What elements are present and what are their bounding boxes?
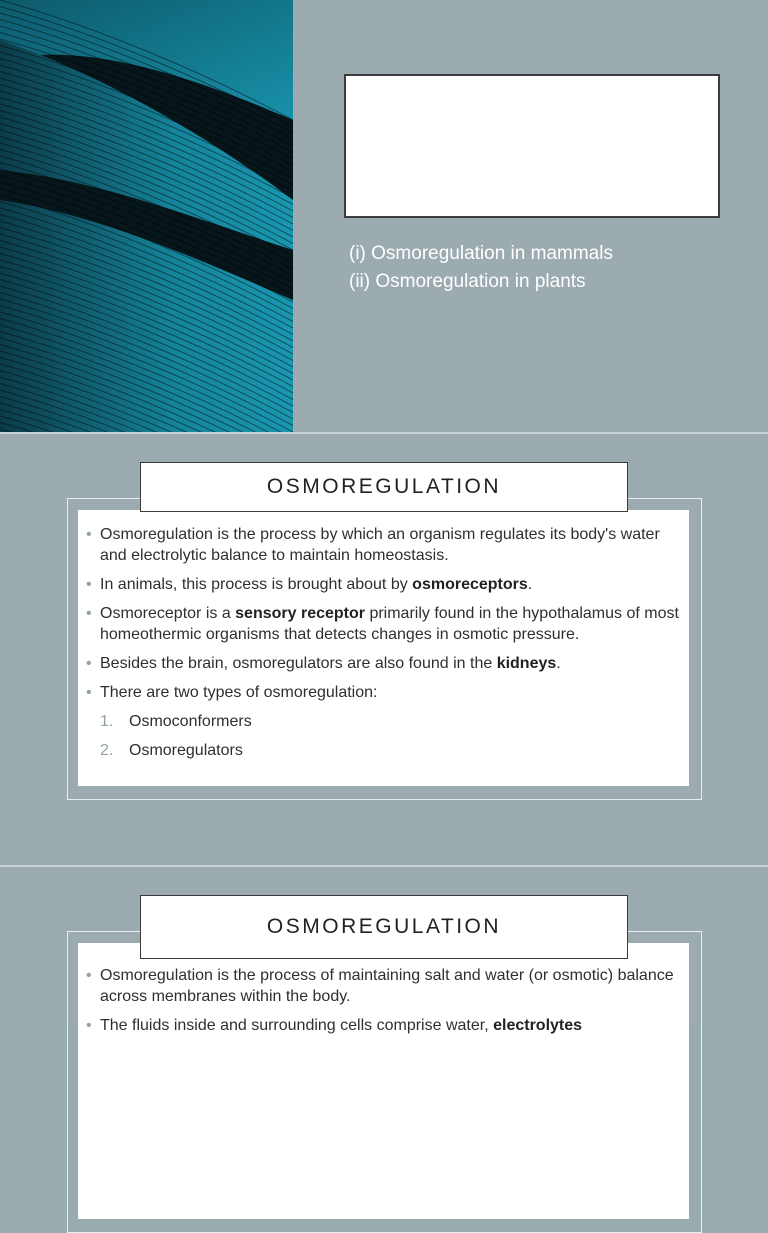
- item-text: Osmoconformers: [129, 713, 252, 730]
- bullet-text: Osmoregulation is the process of maintaining salt and water (or osmotic) balance across membranes within the body.: [100, 967, 674, 1005]
- content-panel: [78, 510, 689, 786]
- bullet-text: .: [527, 576, 533, 593]
- slide-heading: OSMOREGULATION: [140, 462, 628, 512]
- bold-term: sensory receptor: [235, 605, 365, 622]
- bullet-text: primarily found in the hypothalamus of most homeothermic organisms that detects changes in osmotic pressure.: [100, 605, 679, 643]
- bullet-text: .: [556, 655, 561, 672]
- bullet-icon: •: [86, 526, 92, 543]
- bullet-item: [78, 682, 689, 703]
- osmoregulation-slide: [0, 434, 768, 865]
- bullet-item: [78, 1015, 689, 1036]
- bullet-icon: •: [86, 605, 92, 622]
- subtitle: [349, 240, 613, 296]
- bullet-text: In animals, this process is brought about by: [100, 576, 413, 593]
- bullet-text: Osmoregulation is the process by which an organism regulates its body's water and electrolytic balance to maintain homeostasis.: [100, 526, 660, 564]
- slide-heading: OSMOREGULATION: [140, 895, 628, 959]
- bullet-item: [78, 653, 689, 674]
- item-number: 1.: [100, 713, 114, 730]
- content-panel: [78, 943, 689, 1219]
- item-number: 2.: [100, 742, 114, 759]
- bold-term: osmoreceptors: [412, 576, 528, 593]
- bullet-text: Osmoreceptor is a: [100, 605, 236, 622]
- title-placeholder: [344, 74, 720, 218]
- bullet-item: [78, 574, 689, 595]
- numbered-item: [78, 711, 689, 732]
- bullet-text: There are two types of osmoregulation:: [100, 684, 378, 701]
- osmoregulation-slide-2: [0, 867, 768, 1034]
- abstract-wave-art: [0, 0, 293, 432]
- bullet-icon: •: [86, 1017, 92, 1034]
- numbered-item: [78, 740, 689, 761]
- bullet-item: [78, 603, 689, 645]
- bullet-text: The fluids inside and surrounding cells comprise water,: [100, 1017, 494, 1034]
- item-text: Osmoregulators: [129, 742, 243, 759]
- subtitle-line: (i) Osmoregulation in mammals: [349, 243, 613, 264]
- numbered-list: [78, 711, 689, 761]
- bullet-list: [78, 510, 689, 703]
- bullet-item: [78, 965, 689, 1007]
- subtitle-line: (ii) Osmoregulation in plants: [349, 271, 586, 292]
- bold-term: kidneys: [496, 655, 557, 672]
- title-slide: [0, 0, 768, 432]
- bold-term: electrolytes: [493, 1017, 583, 1034]
- bullet-item: [78, 524, 689, 566]
- bullet-icon: •: [86, 684, 92, 701]
- bullet-text: Besides the brain, osmoregulators are also found in the: [100, 655, 497, 672]
- bullet-icon: •: [86, 967, 92, 984]
- bullet-icon: •: [86, 655, 92, 672]
- bullet-icon: •: [86, 576, 92, 593]
